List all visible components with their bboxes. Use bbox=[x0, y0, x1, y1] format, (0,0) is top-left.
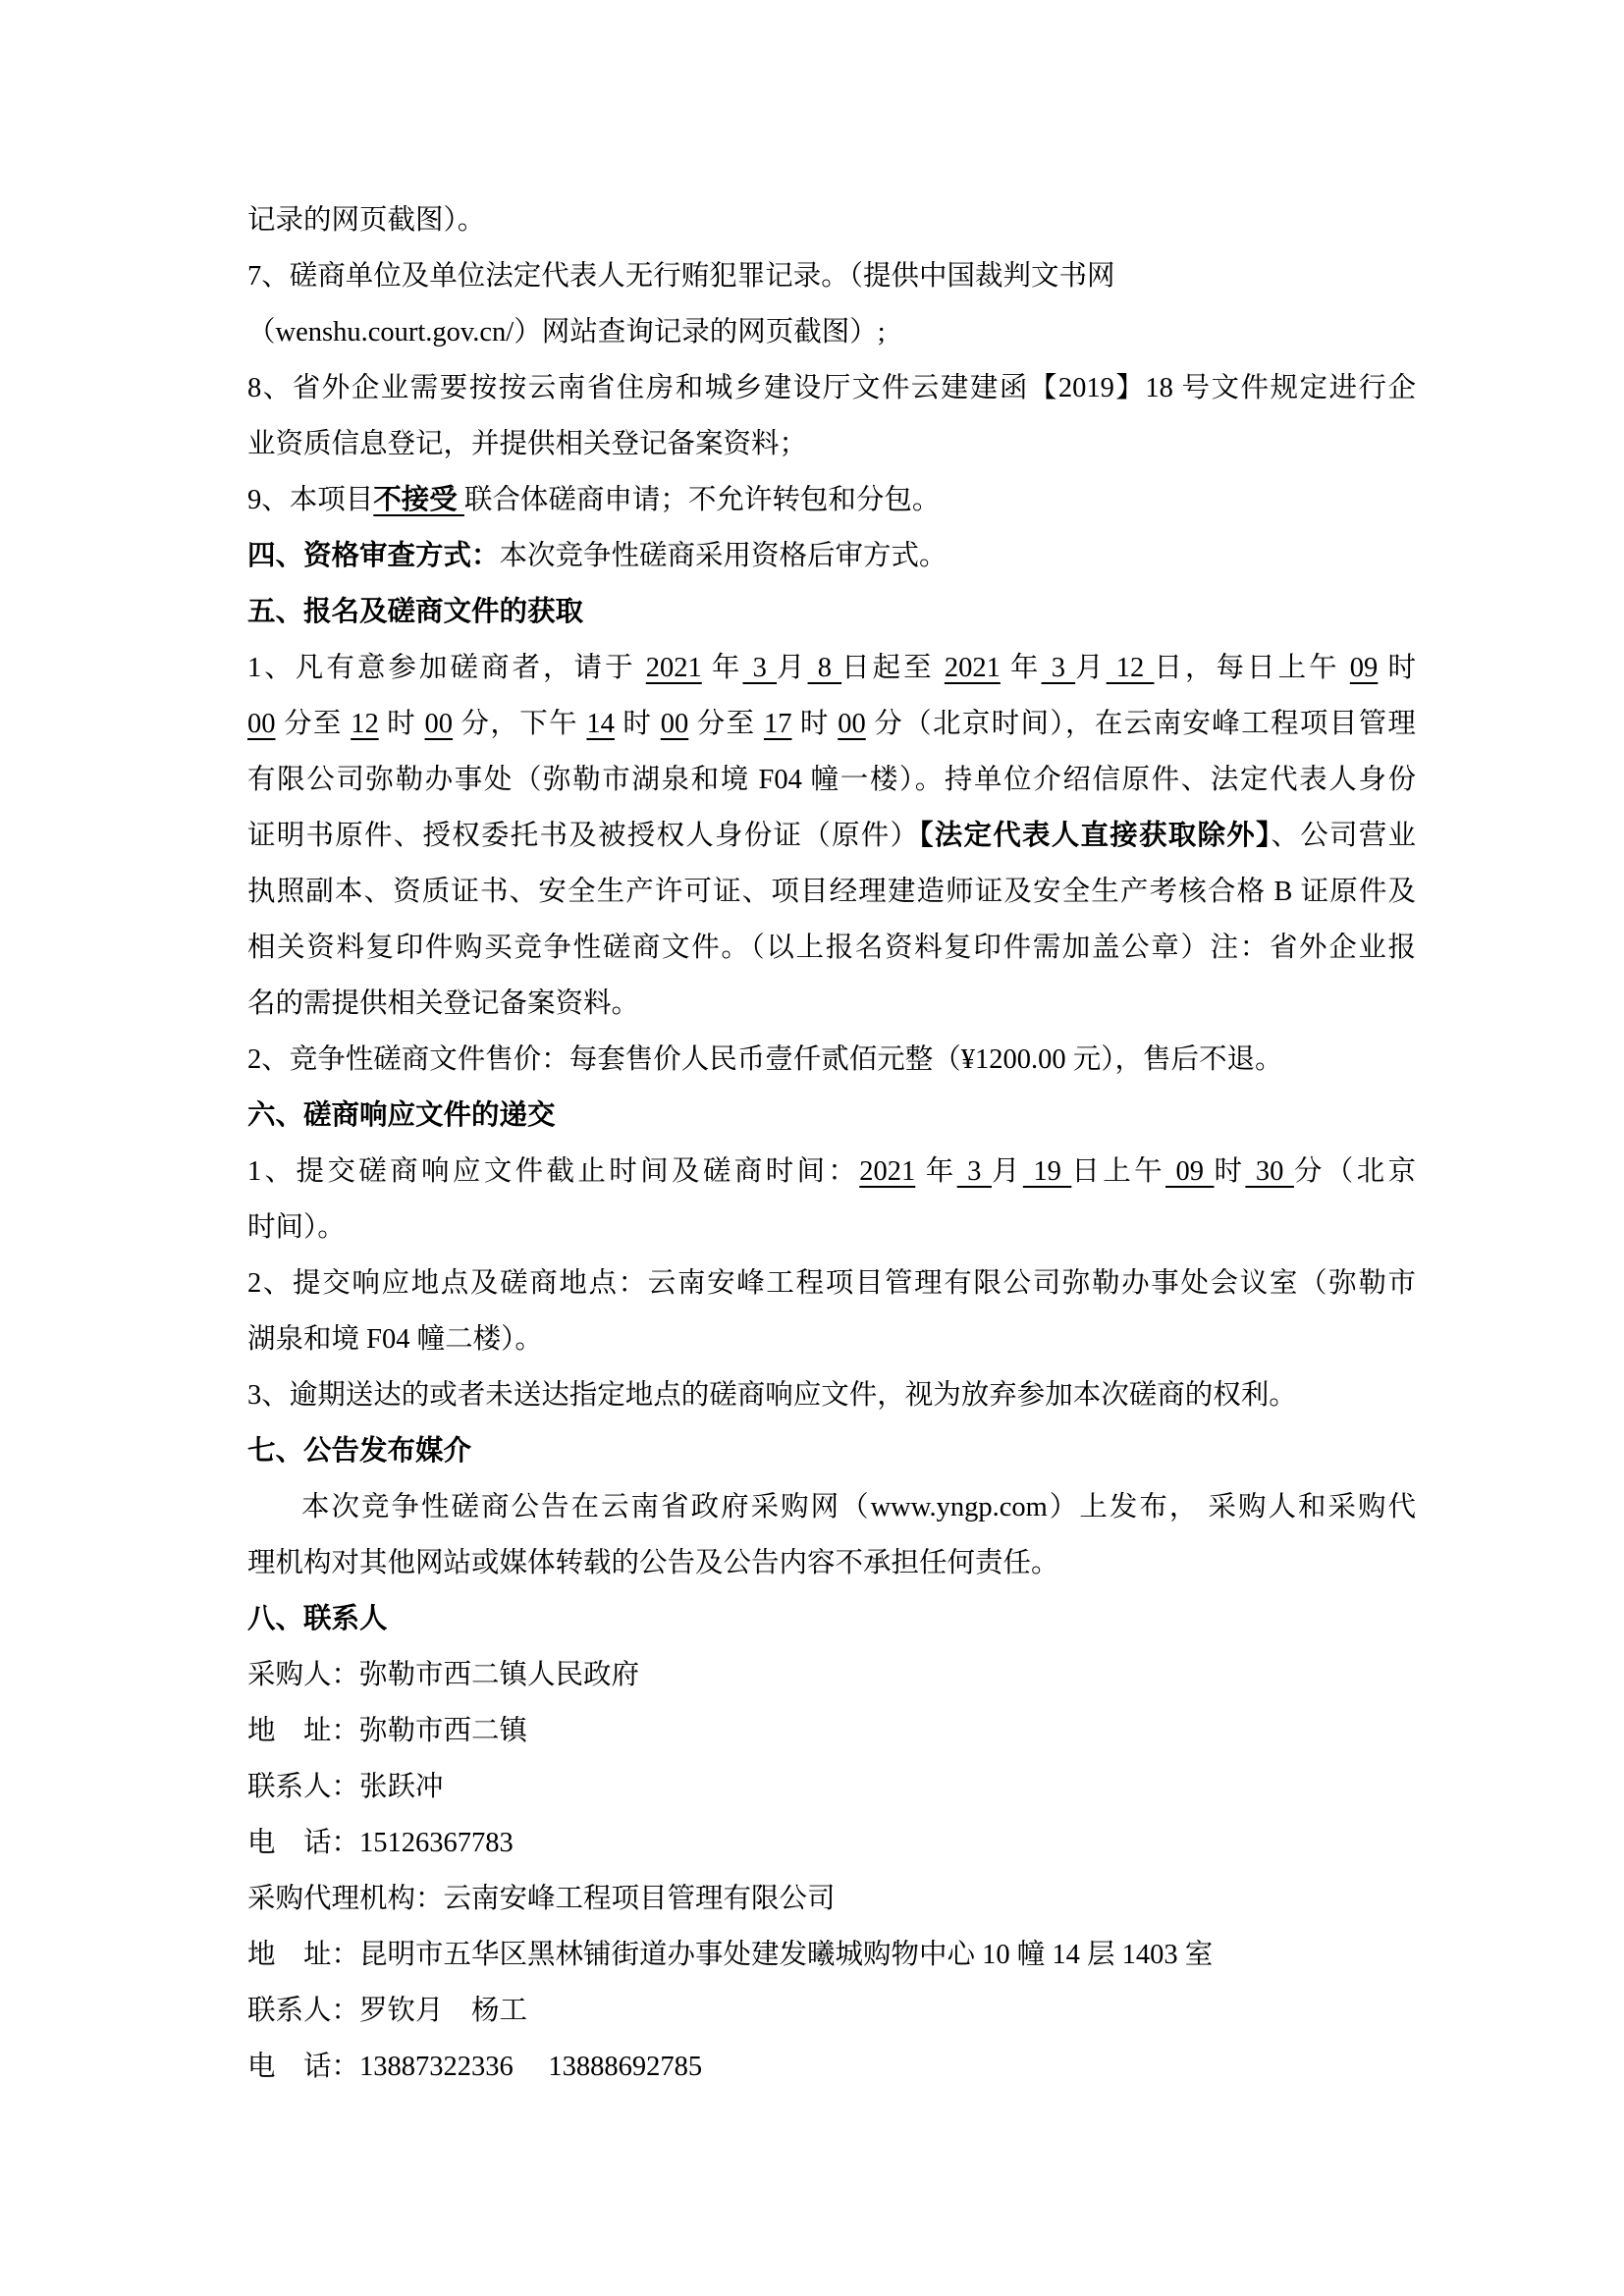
text-run: 1、凡有意参加磋商者，请于 bbox=[247, 653, 646, 683]
document-line bbox=[247, 1591, 1416, 1647]
document-line bbox=[247, 1927, 1416, 1983]
document-line bbox=[247, 1200, 1416, 1255]
text-run: 12 bbox=[1106, 653, 1155, 683]
text-run: 采购人：弥勒市西二镇人民政府 bbox=[247, 1660, 640, 1690]
document-line bbox=[247, 976, 1416, 1032]
text-run: 八、联系人 bbox=[247, 1604, 388, 1634]
text-run: 09 bbox=[1349, 653, 1379, 683]
document-line bbox=[247, 192, 1416, 248]
document-line bbox=[247, 1815, 1416, 1871]
text-run: 联系人：罗钦月 杨工 bbox=[247, 1996, 528, 2026]
document-line bbox=[247, 808, 1416, 864]
text-run: 分（北京时间），在云南安峰工程项目管理 bbox=[865, 709, 1416, 739]
text-run: 2、竞争性磋商文件售价：每套售价人民币壹仟贰佰元整（¥1200.00 元），售后不退。 bbox=[247, 1044, 1283, 1075]
document-line bbox=[247, 1871, 1416, 1927]
document-line bbox=[247, 1367, 1416, 1423]
text-run: 00 bbox=[247, 709, 276, 739]
text-run: 相关资料复印件购买竞争性磋商文件。（以上报名资料复印件需加盖公章）注：省外企业报 bbox=[247, 933, 1416, 963]
document-line bbox=[247, 1759, 1416, 1815]
document-line bbox=[247, 1983, 1416, 2039]
text-run: 14 bbox=[586, 709, 615, 739]
text-run: 日，每日上午 bbox=[1154, 653, 1350, 683]
text-run: 分，下午 bbox=[453, 709, 587, 739]
text-run: 名的需提供相关登记备案资料。 bbox=[247, 988, 640, 1019]
text-run: 09 bbox=[1164, 1156, 1215, 1187]
text-run: 2021 bbox=[645, 653, 702, 683]
text-run: 四、资格审查方式： bbox=[247, 541, 500, 571]
document-line bbox=[247, 640, 1416, 696]
text-run: 17 bbox=[763, 709, 792, 739]
text-run: 执照副本、资质证书、安全生产许可证、项目经理建造师证及安全生产考核合格 B 证原件及 bbox=[247, 877, 1416, 907]
document-line bbox=[247, 1311, 1416, 1367]
text-run: 12 bbox=[351, 709, 379, 739]
text-run: 业资质信息登记，并提供相关登记备案资料； bbox=[247, 429, 808, 459]
text-run: 月 bbox=[991, 1156, 1023, 1187]
document-line bbox=[247, 1423, 1416, 1479]
text-run: 、公司营业 bbox=[1271, 821, 1416, 851]
text-run: 时 bbox=[1214, 1156, 1246, 1187]
document-line bbox=[247, 1703, 1416, 1759]
text-run: 六、磋商响应文件的递交 bbox=[247, 1100, 556, 1131]
text-run: 七、公告发布媒介 bbox=[247, 1436, 472, 1467]
text-run: 30 bbox=[1245, 1156, 1294, 1187]
document-line bbox=[247, 1535, 1416, 1591]
document-line bbox=[247, 360, 1416, 416]
document-line bbox=[247, 304, 1416, 360]
document-line bbox=[247, 2039, 1416, 2095]
text-run: 月 bbox=[1075, 653, 1107, 683]
text-run: 本次竞争性磋商采用资格后审方式。 bbox=[499, 541, 947, 571]
text-run: 有限公司弥勒办事处（弥勒市湖泉和境 F04 幢一楼）。持单位介绍信原件、法定代表人身份 bbox=[247, 765, 1416, 795]
document-line bbox=[247, 528, 1416, 584]
text-run: （wenshu.court.gov.cn/）网站查询记录的网页截图）; bbox=[247, 317, 886, 347]
text-run: 【法定代表人直接获取除外】 bbox=[919, 821, 1272, 851]
text-run: 分（北京 bbox=[1293, 1156, 1417, 1187]
text-run: 年 bbox=[1000, 653, 1042, 683]
text-run: 时 bbox=[378, 709, 425, 739]
text-run: 00 bbox=[660, 709, 689, 739]
document-line bbox=[247, 1144, 1416, 1200]
text-run: 3、逾期送达的或者未送达指定地点的磋商响应文件，视为放弃参加本次磋商的权利。 bbox=[247, 1380, 1297, 1411]
document-line bbox=[247, 752, 1416, 808]
text-run: 7、磋商单位及单位法定代表人无行贿犯罪记录。（提供中国裁判文书网 bbox=[247, 261, 1115, 292]
document-line bbox=[247, 248, 1416, 304]
text-run: 8 bbox=[807, 653, 842, 683]
text-run: 地 址：昆明市五华区黑林铺街道办事处建发曦城购物中心 10 幢 14 层 1403 室 bbox=[247, 1940, 1214, 1970]
text-run: 分至 bbox=[688, 709, 764, 739]
text-run: 2021 bbox=[859, 1156, 916, 1187]
text-run: 五、报名及磋商文件的获取 bbox=[247, 597, 584, 627]
text-run: 3 bbox=[956, 1156, 992, 1187]
text-run: 时 bbox=[1378, 653, 1416, 683]
document-line bbox=[247, 1255, 1416, 1311]
document-line bbox=[247, 864, 1416, 920]
text-run: 时 bbox=[614, 709, 661, 739]
document-line bbox=[247, 584, 1416, 640]
text-run: 00 bbox=[838, 709, 866, 739]
text-run: 8、省外企业需要按按云南省住房和城乡建设厅文件云建建函【2019】18 号文件规定进行企 bbox=[247, 373, 1416, 403]
text-run: 日上午 bbox=[1071, 1156, 1165, 1187]
text-run: 电 话：15126367783 bbox=[247, 1828, 514, 1858]
text-run: 时间）。 bbox=[247, 1212, 346, 1243]
text-run: 2、提交响应地点及磋商地点：云南安峰工程项目管理有限公司弥勒办事处会议室（弥勒市 bbox=[247, 1268, 1416, 1299]
text-run: 19 bbox=[1022, 1156, 1072, 1187]
text-run: 时 bbox=[791, 709, 839, 739]
text-run: 联合体磋商申请；不允许转包和分包。 bbox=[463, 485, 941, 515]
text-run: 00 bbox=[424, 709, 454, 739]
text-run: 3 bbox=[1041, 653, 1076, 683]
text-run: 9、本项目 bbox=[247, 485, 374, 515]
text-run: 记录的网页截图）。 bbox=[247, 205, 486, 236]
document-line bbox=[247, 1479, 1416, 1535]
text-run: 电 话：13887322336 13888692785 bbox=[247, 2052, 703, 2082]
text-run: 采购代理机构：云南安峰工程项目管理有限公司 bbox=[247, 1884, 836, 1914]
document-line bbox=[247, 416, 1416, 472]
document-line bbox=[247, 1032, 1416, 1088]
text-run: 年 bbox=[915, 1156, 957, 1187]
text-run: 联系人：张跃冲 bbox=[247, 1772, 444, 1802]
text-run: 地 址：弥勒市西二镇 bbox=[247, 1716, 528, 1746]
text-run: 湖泉和境 F04 幢二楼）。 bbox=[247, 1324, 543, 1355]
document-line bbox=[247, 920, 1416, 976]
text-run: 不接受 bbox=[373, 485, 464, 515]
text-run: 证明书原件、授权委托书及被授权人身份证（原件） bbox=[247, 821, 920, 851]
text-run: 理机构对其他网站或媒体转载的公告及公告内容不承担任何责任。 bbox=[247, 1548, 1059, 1578]
document-line bbox=[247, 1088, 1416, 1144]
text-run: 3 bbox=[742, 653, 778, 683]
text-run: 本次竞争性磋商公告在云南省政府采购网（www.yngp.com）上发布， 采购人和采购代 bbox=[301, 1492, 1416, 1522]
document-line bbox=[247, 696, 1416, 752]
text-run: 年 bbox=[701, 653, 743, 683]
document-line bbox=[247, 472, 1416, 528]
text-run: 月 bbox=[777, 653, 808, 683]
text-run: 2021 bbox=[944, 653, 1001, 683]
text-run: 分至 bbox=[275, 709, 352, 739]
text-run: 1、提交磋商响应文件截止时间及磋商时间： bbox=[247, 1156, 860, 1187]
document-line bbox=[247, 1647, 1416, 1703]
text-run: 日起至 bbox=[841, 653, 945, 683]
